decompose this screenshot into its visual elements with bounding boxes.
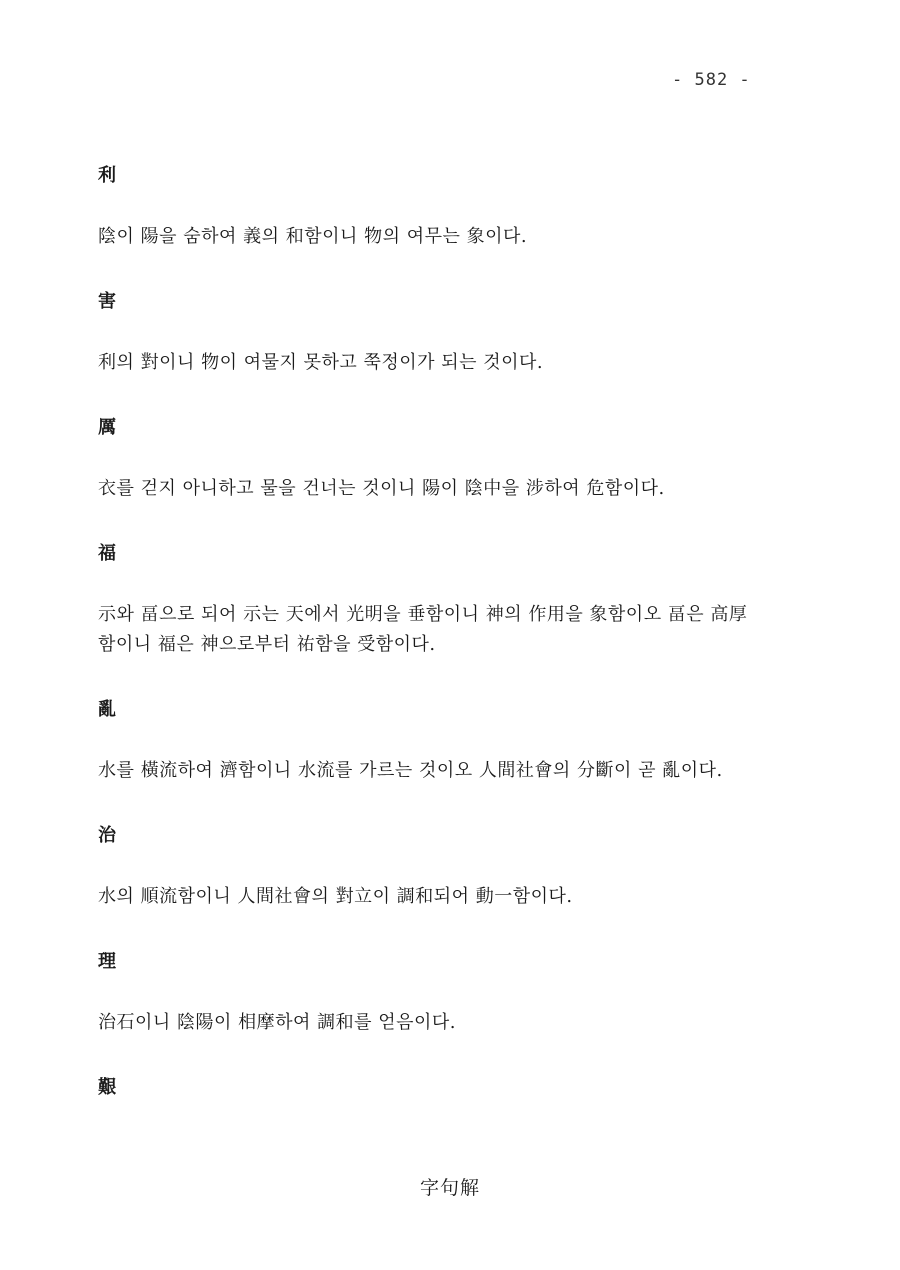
term-heading: 害 — [98, 291, 116, 312]
term-heading: 治 — [98, 825, 116, 846]
term-definition: 衣를 걷지 아니하고 물을 건너는 것이니 陽이 陰中을 涉하여 危함이다. — [98, 478, 665, 499]
term-heading: 厲 — [98, 417, 116, 438]
term-definition: 陰이 陽을 숨하여 義의 和함이니 物의 여무는 象이다. — [98, 226, 528, 247]
term-definition: 水를 橫流하여 濟함이니 水流를 가르는 것이오 人間社會의 分斷이 곧 亂이다. — [98, 760, 723, 781]
page-number: - 582 - — [672, 70, 751, 90]
term-definition: 示와 畐으로 되어 示는 天에서 光明을 垂함이니 神의 作用을 象함이오 畐은 高厚함이니 福은 神으로부터 祐함을 受함이다. — [98, 604, 748, 655]
term-heading: 利 — [98, 165, 116, 186]
term-heading: 亂 — [98, 699, 116, 720]
term-definition: 水의 順流함이니 人間社會의 對立이 調和되어 動一함이다. — [98, 886, 573, 907]
footer-title: 字句解 — [419, 1177, 480, 1199]
term-heading: 理 — [98, 951, 116, 972]
term-heading: 艱 — [98, 1077, 116, 1098]
term-heading: 福 — [98, 543, 116, 564]
term-definition: 利의 對이니 物이 여물지 못하고 쭉정이가 되는 것이다. — [98, 352, 544, 373]
glossary-content — [98, 163, 758, 1101]
term-definition: 治石이니 陰陽이 相摩하여 調和를 얻음이다. — [98, 1012, 456, 1033]
